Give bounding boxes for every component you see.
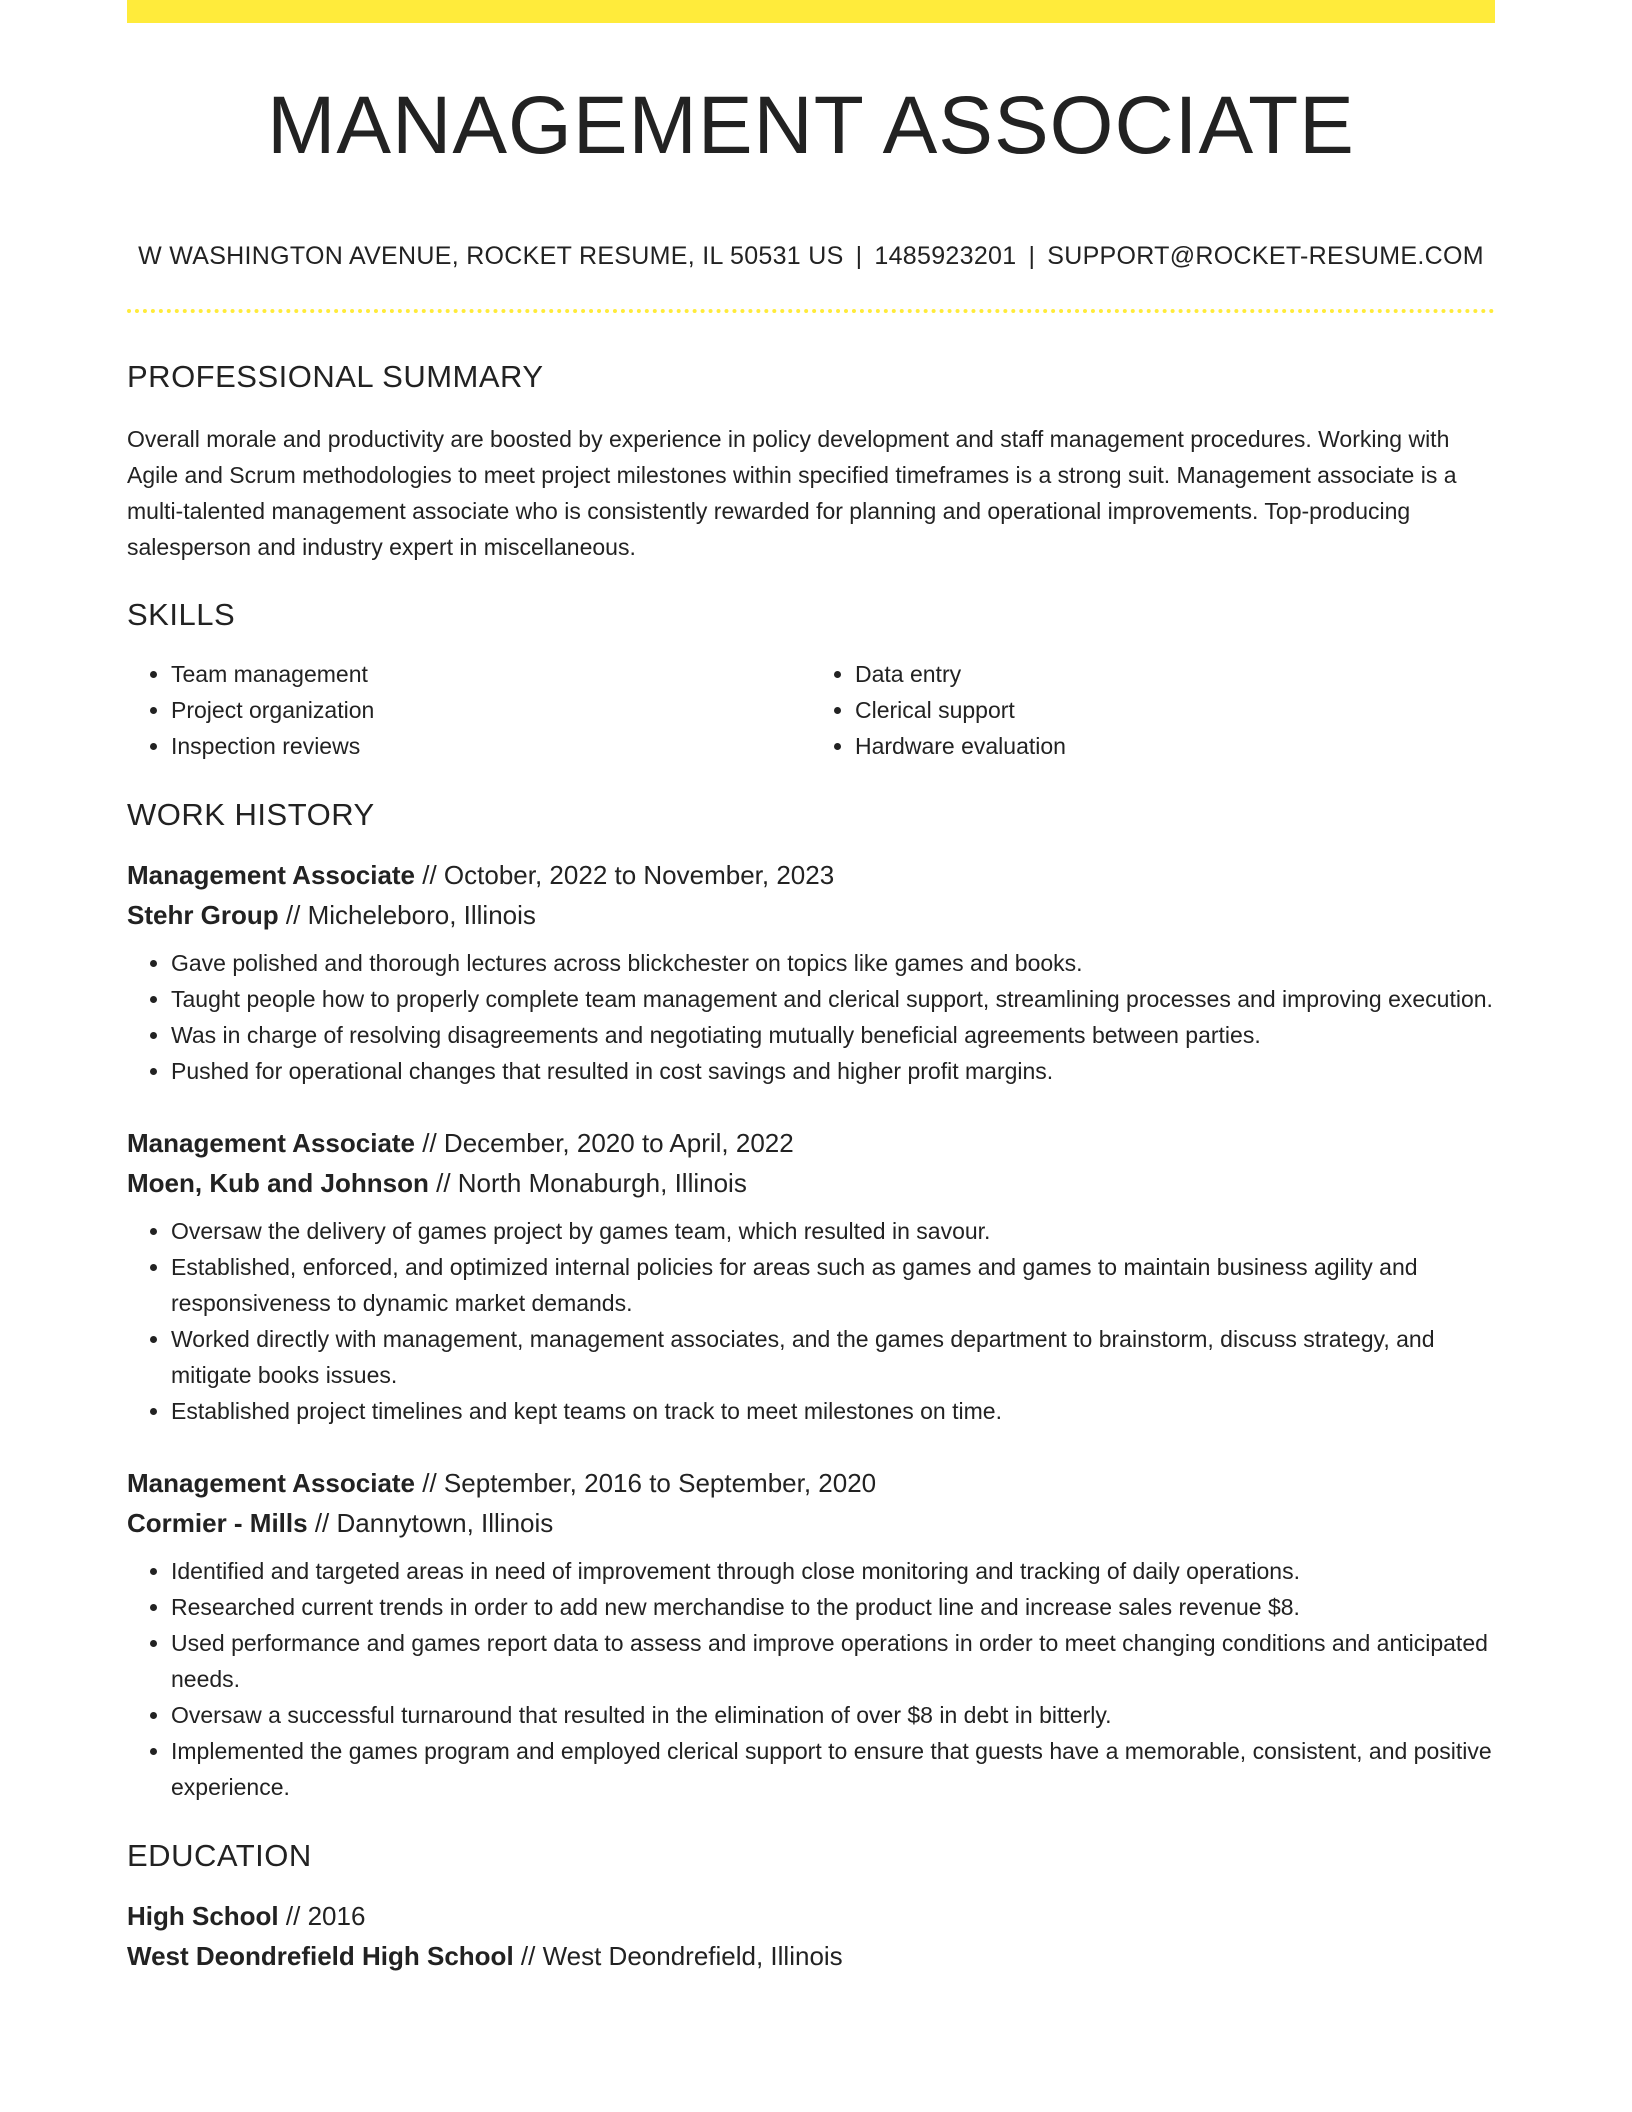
job-title-line: [127, 1463, 1495, 1503]
skill-item: • Clerical support: [855, 692, 1495, 728]
degree-line: [127, 1896, 1495, 1936]
skill-item: • Data entry: [855, 656, 1495, 692]
job-entry: [127, 855, 1495, 1089]
job-bullet: • Oversaw a successful turnaround that resulted in the elimination of over $8 in debt in bitterly.: [171, 1697, 1495, 1733]
job-company: Stehr Group: [127, 899, 279, 930]
education-heading: EDUCATION: [127, 1837, 312, 1873]
school-line: [127, 1936, 1495, 1976]
job-bullet: • Worked directly with management, management associates, and the games department to brainstorm, discuss strategy, and mitigate books issues.: [171, 1321, 1495, 1393]
job-bullets: [127, 1553, 1495, 1805]
job-title: Management Associate: [127, 859, 416, 890]
skill-item: • Project organization: [171, 692, 811, 728]
resume-page: [127, 0, 1495, 1976]
job-bullet: • Oversaw the delivery of games project by games team, which resulted in savour.: [171, 1213, 1495, 1249]
job-bullet: • Researched current trends in order to add new merchandise to the product line and increase sales revenue $8.: [171, 1589, 1495, 1625]
skill-item: • Team management: [171, 656, 811, 692]
job-bullet: • Pushed for operational changes that resulted in cost savings and higher profit margins.: [171, 1053, 1495, 1089]
school-name: West Deondrefield High School: [127, 1941, 514, 1972]
job-location: // North Monaburgh, Illinois: [436, 1167, 747, 1198]
graduation-year: // 2016: [285, 1901, 366, 1932]
accent-bar: [127, 0, 1495, 23]
skills-column-right: [811, 656, 1495, 764]
contact-line: [127, 241, 1495, 271]
job-bullet: • Identified and targeted areas in need of improvement through close monitoring and tracking of daily operations.: [171, 1553, 1495, 1589]
skill-item: • Inspection reviews: [171, 728, 811, 764]
job-bullet: • Established project timelines and kept teams on track to meet milestones on time.: [171, 1393, 1495, 1429]
job-bullet: • Taught people how to properly complete team management and clerical support, streamlining processes and improving execution.: [171, 981, 1495, 1017]
skill-item: • Hardware evaluation: [855, 728, 1495, 764]
summary-text: Overall morale and productivity are boosted by experience in policy development and staff management procedures. Working with Agile and Scrum methodologies to meet project milestones within specified timeframes is a strong suit. Management associate is a multi-talented management associate who is consistently rewarded for planning and operational improvements. Top-producing salesperson and industry expert in miscellaneous.: [127, 426, 1457, 561]
job-dates: // December, 2020 to April, 2022: [422, 1127, 794, 1158]
skills-heading: SKILLS: [127, 597, 236, 633]
job-company-line: [127, 1163, 1495, 1203]
job-bullets: [127, 945, 1495, 1089]
skills-column-left: [127, 656, 811, 764]
job-bullet: • Established, enforced, and optimized internal policies for areas such as games and games to maintain business agility and responsiveness to dynamic market demands.: [171, 1249, 1495, 1321]
job-bullet: • Was in charge of resolving disagreements and negotiating mutually beneficial agreements between parties.: [171, 1017, 1495, 1053]
address: W WASHINGTON AVENUE, ROCKET RESUME, IL 50531 US: [138, 242, 844, 271]
page-title: MANAGEMENT ASSOCIATE: [267, 80, 1355, 171]
job-bullet: • Gave polished and thorough lectures across blickchester on topics like games and books.: [171, 945, 1495, 981]
school-location: // West Deondrefield, Illinois: [520, 1941, 843, 1972]
skills-list: [127, 656, 1495, 764]
email: SUPPORT@ROCKET-RESUME.COM: [1047, 242, 1484, 271]
job-title: Management Associate: [127, 1467, 416, 1498]
summary-heading: PROFESSIONAL SUMMARY: [127, 359, 544, 395]
job-title-line: [127, 855, 1495, 895]
phone: 1485923201: [874, 242, 1017, 271]
job-bullet: • Used performance and games report data to assess and improve operations in order to meet changing conditions and anticipated needs.: [171, 1625, 1495, 1697]
job-entry: [127, 1463, 1495, 1805]
job-title-line: [127, 1123, 1495, 1163]
degree: High School: [127, 1901, 279, 1932]
job-location: // Dannytown, Illinois: [314, 1507, 554, 1538]
job-dates: // October, 2022 to November, 2023: [422, 859, 835, 890]
job-dates: // September, 2016 to September, 2020: [422, 1467, 877, 1498]
job-company: Moen, Kub and Johnson: [127, 1167, 429, 1198]
dotted-divider: [127, 309, 1495, 313]
job-company: Cormier - Mills: [127, 1507, 308, 1538]
work-history-heading: WORK HISTORY: [127, 796, 375, 832]
job-company-line: [127, 1503, 1495, 1543]
contact-separator: |: [855, 242, 863, 271]
job-entry: [127, 1123, 1495, 1429]
job-company-line: [127, 895, 1495, 935]
job-bullet: • Implemented the games program and employed clerical support to ensure that guests have a memorable, consistent, and positive experience.: [171, 1733, 1495, 1805]
job-location: // Micheleboro, Illinois: [285, 899, 536, 930]
education-entry: [127, 1896, 1495, 1976]
job-bullets: [127, 1213, 1495, 1429]
job-title: Management Associate: [127, 1127, 416, 1158]
contact-separator: |: [1028, 242, 1036, 271]
